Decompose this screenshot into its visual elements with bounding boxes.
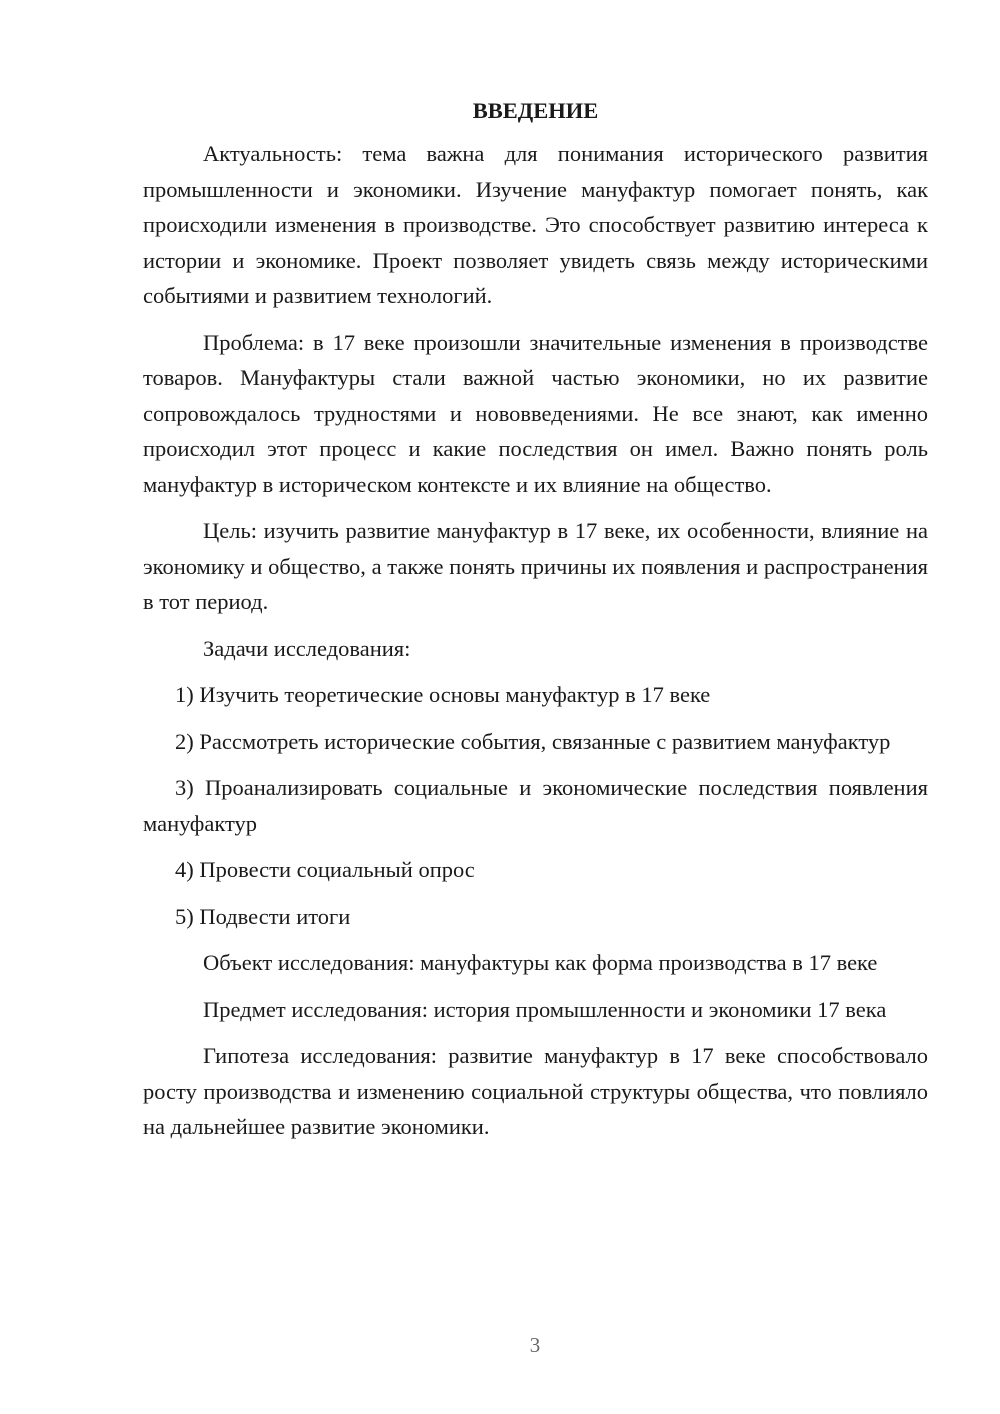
object-paragraph: Объект исследования: мануфактуры как форма производства в 17 веке bbox=[203, 950, 878, 975]
page-number: 3 bbox=[529, 1333, 541, 1357]
relevance-paragraph: Актуальность: тема важна для понимания исторического развития промышленности и экономики. Изучение мануфактур помогает понять, как происходили изменения в производстве. Это способствует развитию интереса к истории и экономике. Проект позволяет увидеть связь между историческими событиями и развитием технологий. bbox=[143, 141, 928, 308]
task-item: 4) Провести социальный опрос bbox=[175, 857, 475, 882]
page-title: ВВЕДЕНИЕ bbox=[472, 98, 599, 123]
task-item: 2) Рассмотреть исторические события, связанные с развитием мануфактур bbox=[175, 728, 891, 754]
hypothesis-paragraph: Гипотеза исследования: развитие мануфактур в 17 веке способствовало росту производства и изменению социальной структуры общества, что повлияло на дальнейшее развитие экономики. bbox=[143, 1043, 928, 1139]
task-item: 5) Подвести итоги bbox=[175, 903, 351, 929]
problem-paragraph: Проблема: в 17 веке произошли значительные изменения в производстве товаров. Мануфактуры стали важной частью экономики, но их развитие сопровождалось трудностями и нововведениями. Не все знают, как именно происходил этот процесс и какие последствия он имел. Важно понять роль мануфактур в историческом контексте и их влияние на общество. bbox=[143, 329, 928, 497]
document-page bbox=[143, 96, 928, 1156]
task-item: 3) Проанализировать социальные и экономические последствия появления мануфактур bbox=[143, 775, 928, 836]
tasks-heading: Задачи исследования: bbox=[203, 635, 411, 661]
goal-paragraph: Цель: изучить развитие мануфактур в 17 веке, их особенности, влияние на экономику и общество, а также понять причины их появления и распространения в тот период. bbox=[143, 518, 928, 614]
subject-paragraph: Предмет исследования: история промышленности и экономики 17 века bbox=[203, 996, 887, 1022]
task-item: 1) Изучить теоретические основы мануфактур в 17 веке bbox=[175, 682, 711, 707]
